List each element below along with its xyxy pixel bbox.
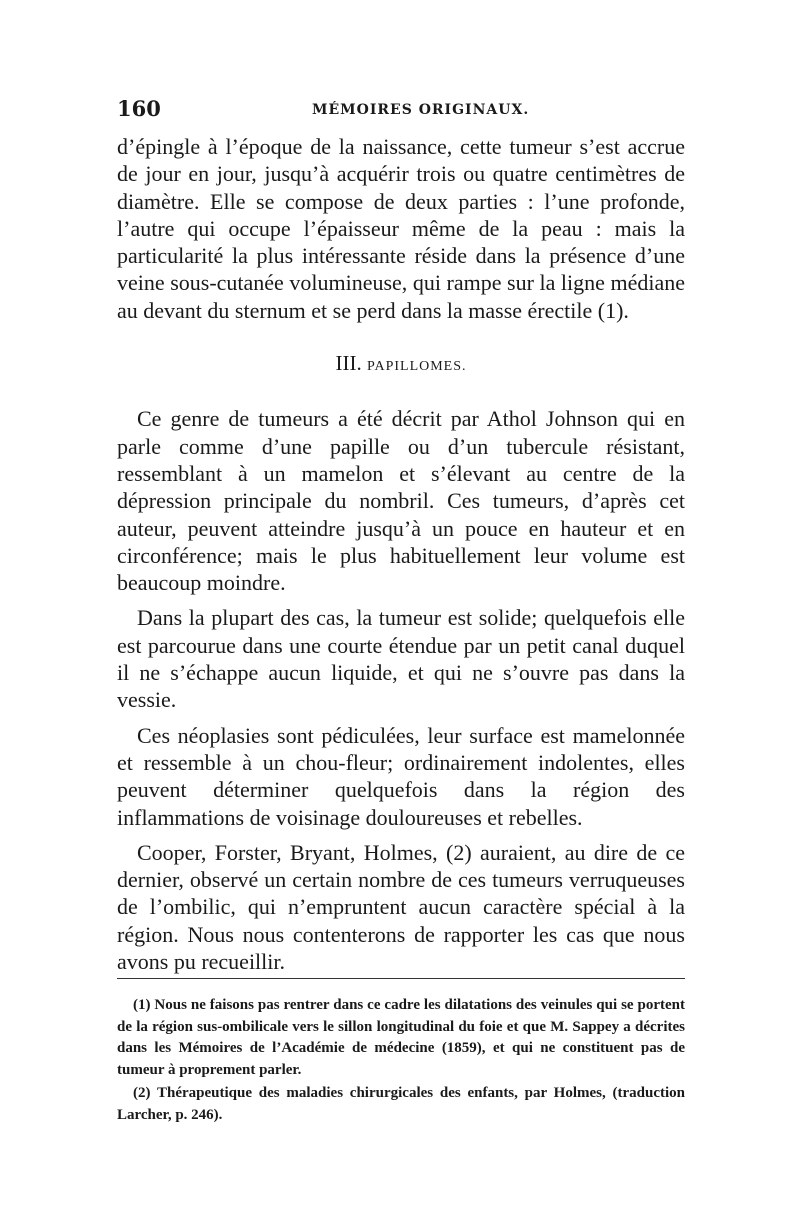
paragraph-4: Cooper, Forster, Bryant, Holmes, (2) auraient, au dire de ce dernier, observé un certain nombre de ces tumeurs verruqueuses de l’ombilic, qui n’empruntent aucun caractère spécial à la région. Nous nous contenterons de rapporter les cas que nous avons pu recueillir. bbox=[117, 839, 685, 975]
footnotes bbox=[117, 995, 685, 1126]
paragraph-2: Dans la plupart des cas, la tumeur est solide; quelquefois elle est parcourue dans une courte étendue par un petit canal duquel il ne s’échappe aucun liquide, et qui ne s’ouvre pas dans la vessie. bbox=[117, 605, 685, 713]
footnote-separator bbox=[117, 978, 685, 979]
section-title: PAPILLOMES. bbox=[366, 359, 467, 375]
page-number: 160 bbox=[117, 96, 161, 121]
paragraph-1: Ce genre de tumeurs a été décrit par Athol Johnson qui en parle comme d’une papille ou d’un tubercule résistant, ressemblant à un mamelon et s’élevant au centre de la dépression principale du nombril. Ces tumeurs, d’après cet auteur, peuvent atteindre jusqu’à un pouce en hauteur et en circonférence; mais le plus habituellement leur volume est beaucoup moindre. bbox=[117, 406, 685, 596]
continued-paragraph: d’épingle à l’époque de la naissance, cette tumeur s’est accrue de jour en jour, jusqu’à acquérir trois ou quatre centimètres de diamètre. Elle se compose de deux parties : l’une profonde, l’autre qui occupe l’épaisseur même de la peau : mais la particularité la plus intéressante réside dans la présence d’une veine sous-cutanée volumineuse, qui rampe sur la ligne médiane au devant du sternum et se perd dans la masse érectile (1). bbox=[117, 134, 685, 323]
section-number: III. bbox=[335, 351, 362, 376]
page-header bbox=[117, 96, 683, 126]
section-heading bbox=[117, 350, 685, 380]
footnote-1: (1) Nous ne faisons pas rentrer dans ce cadre les dilatations des veinules qui se portent de la région sus-ombilicale vers le sillon longitudinal du foie et que M. Sappey a décrites dans les Mémoires de l’Académie de médecine (1859), et qui ne constituent pas de tumeur à proprement parler. bbox=[117, 997, 685, 1078]
main-text bbox=[117, 133, 685, 975]
paragraph-3: Ces néoplasies sont pédiculées, leur surface est mamelonnée et ressemble à un chou-fleur; ordinairement indolentes, elles peuvent déterminer quelquefois dans la région des inflammations de voisinage douloureuses et rebelles. bbox=[117, 722, 685, 830]
running-head: MÉMOIRES ORIGINAUX. bbox=[312, 102, 530, 118]
footnote-2: (2) Thérapeutique des maladies chirurgicales des enfants, par Holmes, (traduction Larcher, p. 246). bbox=[117, 1085, 685, 1123]
